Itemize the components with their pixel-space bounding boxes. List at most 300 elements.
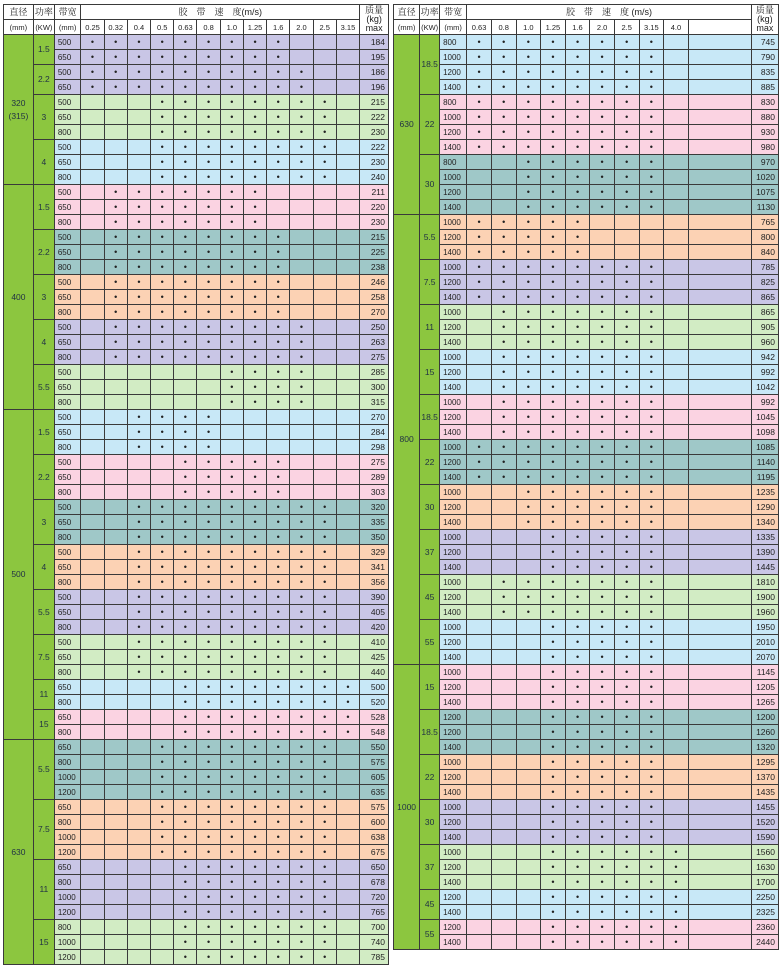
speed-mark-cell bbox=[104, 680, 127, 695]
speed-mark-cell bbox=[336, 635, 359, 650]
speed-mark-cell bbox=[81, 215, 104, 230]
speed-mark-cell: • bbox=[541, 890, 566, 905]
power-cell: 15 bbox=[420, 350, 440, 395]
belt-width-cell: 800 bbox=[54, 350, 81, 365]
speed-mark-cell: • bbox=[220, 650, 243, 665]
speed-mark-cell bbox=[664, 680, 689, 695]
speed-mark-cell: • bbox=[197, 185, 220, 200]
table-row bbox=[4, 305, 389, 320]
speed-mark-cell bbox=[491, 845, 516, 860]
speed-mark-cell bbox=[104, 95, 127, 110]
speed-mark-cell bbox=[664, 320, 689, 335]
speed-mark-cell: • bbox=[267, 890, 290, 905]
speed-mark-cell: • bbox=[614, 935, 639, 950]
speed-mark-cell bbox=[151, 695, 174, 710]
speed-mark-cell bbox=[664, 530, 689, 545]
speed-mark-cell bbox=[243, 440, 266, 455]
mass-cell: 1020 bbox=[751, 170, 778, 185]
speed-mark-cell: • bbox=[541, 920, 566, 935]
speed-mark-cell bbox=[491, 665, 516, 680]
power-cell: 1.5 bbox=[33, 185, 54, 230]
mass-cell: 270 bbox=[360, 410, 389, 425]
table-row bbox=[4, 395, 389, 410]
speed-mark-cell: • bbox=[81, 50, 104, 65]
speed-mark-cell: • bbox=[590, 380, 615, 395]
speed-mark-cell: • bbox=[243, 605, 266, 620]
speed-mark-cell: • bbox=[197, 350, 220, 365]
speed-mark-cell: • bbox=[590, 665, 615, 680]
speed-mark-cell bbox=[336, 305, 359, 320]
speed-mark-cell: • bbox=[127, 665, 150, 680]
speed-mark-cell bbox=[104, 170, 127, 185]
speed-mark-cell: • bbox=[313, 830, 336, 845]
table-row bbox=[394, 740, 779, 755]
speed-mark-cell: • bbox=[313, 740, 336, 755]
speed-mark-cell bbox=[151, 380, 174, 395]
table-row bbox=[4, 815, 389, 830]
speed-mark-cell bbox=[491, 695, 516, 710]
speed-mark-cell bbox=[467, 710, 492, 725]
speed-mark-cell: • bbox=[220, 155, 243, 170]
speed-mark-cell: • bbox=[590, 815, 615, 830]
speed-mark-cell: • bbox=[243, 950, 266, 965]
speed-mark-cell bbox=[467, 350, 492, 365]
speed-mark-cell: • bbox=[590, 305, 615, 320]
speed-mark-cell: • bbox=[541, 290, 566, 305]
speed-mark-cell: • bbox=[313, 155, 336, 170]
belt-width-cell: 1400 bbox=[440, 905, 467, 920]
belt-width-cell: 1200 bbox=[440, 890, 467, 905]
speed-mark-cell bbox=[336, 785, 359, 800]
speed-mark-cell: • bbox=[614, 680, 639, 695]
mass-cell: 303 bbox=[360, 485, 389, 500]
belt-width-cell: 1000 bbox=[54, 830, 81, 845]
speed-mark-cell bbox=[81, 800, 104, 815]
speed-mark-cell: • bbox=[313, 950, 336, 965]
speed-mark-cell: • bbox=[614, 305, 639, 320]
speed-mark-cell: • bbox=[639, 635, 664, 650]
table-row bbox=[394, 185, 779, 200]
speed-mark-cell bbox=[664, 65, 689, 80]
speed-mark-cell: • bbox=[174, 635, 197, 650]
table-row bbox=[4, 920, 389, 935]
speed-mark-cell: • bbox=[220, 605, 243, 620]
mass-cell: 184 bbox=[360, 35, 389, 50]
speed-mark-cell: • bbox=[664, 875, 689, 890]
speed-mark-cell bbox=[81, 605, 104, 620]
speed-mark-cell: • bbox=[639, 290, 664, 305]
speed-mark-cell: • bbox=[313, 500, 336, 515]
speed-mark-cell: • bbox=[220, 50, 243, 65]
speed-mark-cell bbox=[467, 815, 492, 830]
speed-mark-cell: • bbox=[565, 485, 590, 500]
speed-mark-cell: • bbox=[174, 35, 197, 50]
speed-mark-cell bbox=[290, 305, 313, 320]
speed-mark-cell bbox=[664, 290, 689, 305]
table-row bbox=[4, 695, 389, 710]
speed-mark-cell: • bbox=[565, 35, 590, 50]
speed-mark-cell: • bbox=[614, 440, 639, 455]
speed-mark-cell: • bbox=[220, 950, 243, 965]
speed-mark-cell: • bbox=[491, 230, 516, 245]
mass-cell: 1075 bbox=[751, 185, 778, 200]
speed-mark-cell: • bbox=[614, 875, 639, 890]
speed-value: 2.5 bbox=[614, 20, 639, 35]
table-row bbox=[394, 695, 779, 710]
table-row bbox=[394, 200, 779, 215]
speed-mark-cell: • bbox=[313, 845, 336, 860]
speed-mark-cell bbox=[127, 680, 150, 695]
mass-cell: 605 bbox=[360, 770, 389, 785]
speed-mark-cell: • bbox=[336, 710, 359, 725]
speed-mark-cell bbox=[336, 560, 359, 575]
speed-mark-cell: • bbox=[639, 620, 664, 635]
belt-width-cell: 1400 bbox=[440, 290, 467, 305]
speed-mark-cell: • bbox=[541, 800, 566, 815]
speed-mark-cell: • bbox=[614, 35, 639, 50]
speed-mark-cell bbox=[467, 335, 492, 350]
speed-mark-cell: • bbox=[267, 335, 290, 350]
mass-cell: 270 bbox=[360, 305, 389, 320]
speed-mark-cell: • bbox=[541, 395, 566, 410]
speed-mark-cell bbox=[664, 725, 689, 740]
table-row bbox=[4, 155, 389, 170]
speed-mark-cell: • bbox=[614, 770, 639, 785]
table-row bbox=[4, 230, 389, 245]
speed-mark-cell bbox=[220, 410, 243, 425]
speed-mark-cell bbox=[81, 110, 104, 125]
speed-mark-cell: • bbox=[614, 890, 639, 905]
power-cell: 45 bbox=[420, 890, 440, 920]
speed-mark-cell: • bbox=[127, 605, 150, 620]
speed-mark-cell bbox=[127, 860, 150, 875]
speed-mark-cell: • bbox=[174, 500, 197, 515]
speed-mark-cell bbox=[336, 875, 359, 890]
speed-mark-cell bbox=[590, 245, 615, 260]
speed-mark-cell: • bbox=[267, 530, 290, 545]
speed-mark-cell: • bbox=[220, 590, 243, 605]
belt-width-cell: 1000 bbox=[440, 755, 467, 770]
speed-mark-cell: • bbox=[174, 875, 197, 890]
speed-mark-cell: • bbox=[220, 215, 243, 230]
power-cell: 18.5 bbox=[420, 395, 440, 440]
speed-mark-cell: • bbox=[590, 170, 615, 185]
speed-mark-cell bbox=[151, 935, 174, 950]
blank-cell bbox=[688, 350, 751, 365]
speed-mark-cell bbox=[491, 815, 516, 830]
mass-cell: 250 bbox=[360, 320, 389, 335]
blank-cell bbox=[688, 710, 751, 725]
speed-mark-cell: • bbox=[197, 770, 220, 785]
speed-mark-cell bbox=[104, 890, 127, 905]
speed-mark-cell: • bbox=[516, 200, 541, 215]
belt-width-cell: 800 bbox=[54, 395, 81, 410]
speed-mark-cell: • bbox=[243, 545, 266, 560]
speed-mark-cell: • bbox=[541, 275, 566, 290]
speed-mark-cell: • bbox=[243, 290, 266, 305]
blank-cell bbox=[688, 95, 751, 110]
speed-mark-cell bbox=[104, 845, 127, 860]
speed-mark-cell: • bbox=[614, 845, 639, 860]
speed-mark-cell bbox=[336, 650, 359, 665]
mass-cell: 745 bbox=[751, 35, 778, 50]
speed-mark-cell bbox=[467, 650, 492, 665]
speed-mark-cell: • bbox=[197, 755, 220, 770]
speed-mark-cell: • bbox=[565, 710, 590, 725]
speed-mark-cell bbox=[104, 530, 127, 545]
speed-mark-cell: • bbox=[541, 530, 566, 545]
speed-mark-cell: • bbox=[243, 650, 266, 665]
speed-mark-cell: • bbox=[197, 590, 220, 605]
speed-mark-cell bbox=[81, 200, 104, 215]
speed-mark-cell: • bbox=[516, 365, 541, 380]
speed-mark-cell bbox=[104, 740, 127, 755]
speed-mark-cell bbox=[104, 395, 127, 410]
speed-mark-cell: • bbox=[220, 560, 243, 575]
speed-mark-cell: • bbox=[491, 110, 516, 125]
speed-mark-cell bbox=[614, 245, 639, 260]
speed-mark-cell: • bbox=[491, 140, 516, 155]
speed-mark-cell bbox=[516, 875, 541, 890]
speed-mark-cell: • bbox=[267, 125, 290, 140]
speed-value: 2.0 bbox=[590, 20, 615, 35]
speed-mark-cell: • bbox=[639, 380, 664, 395]
speed-mark-cell: • bbox=[104, 305, 127, 320]
speed-mark-cell: • bbox=[267, 140, 290, 155]
speed-mark-cell: • bbox=[243, 785, 266, 800]
speed-mark-cell bbox=[313, 185, 336, 200]
speed-mark-cell: • bbox=[243, 215, 266, 230]
table-row bbox=[394, 380, 779, 395]
mass-cell: 942 bbox=[751, 350, 778, 365]
speed-mark-cell bbox=[467, 425, 492, 440]
speed-mark-cell bbox=[664, 125, 689, 140]
table-row bbox=[4, 50, 389, 65]
speed-mark-cell: • bbox=[614, 590, 639, 605]
speed-mark-cell: • bbox=[590, 800, 615, 815]
speed-mark-cell bbox=[336, 755, 359, 770]
belt-width-cell: 800 bbox=[54, 530, 81, 545]
belt-width-cell: 800 bbox=[54, 665, 81, 680]
speed-mark-cell bbox=[664, 440, 689, 455]
speed-mark-cell bbox=[516, 770, 541, 785]
speed-mark-cell: • bbox=[590, 845, 615, 860]
speed-mark-cell: • bbox=[565, 620, 590, 635]
belt-width-cell: 1200 bbox=[440, 770, 467, 785]
belt-width-cell: 1000 bbox=[440, 575, 467, 590]
speed-mark-cell bbox=[336, 320, 359, 335]
table-row bbox=[4, 740, 389, 755]
blank-cell bbox=[688, 185, 751, 200]
table-row bbox=[394, 905, 779, 920]
speed-mark-cell: • bbox=[127, 410, 150, 425]
speed-mark-cell bbox=[516, 710, 541, 725]
speed-mark-cell: • bbox=[220, 860, 243, 875]
speed-mark-cell: • bbox=[197, 710, 220, 725]
speed-mark-cell: • bbox=[151, 245, 174, 260]
mass-cell: 678 bbox=[360, 875, 389, 890]
table-row bbox=[394, 680, 779, 695]
belt-width-cell: 800 bbox=[54, 755, 81, 770]
speed-mark-cell bbox=[491, 890, 516, 905]
speed-mark-cell bbox=[614, 215, 639, 230]
speed-mark-cell: • bbox=[127, 635, 150, 650]
speed-mark-cell: • bbox=[104, 260, 127, 275]
speed-mark-cell: • bbox=[220, 785, 243, 800]
speed-mark-cell bbox=[313, 380, 336, 395]
speed-mark-cell bbox=[664, 140, 689, 155]
speed-mark-cell bbox=[336, 530, 359, 545]
speed-mark-cell: • bbox=[614, 380, 639, 395]
speed-mark-cell: • bbox=[290, 590, 313, 605]
speed-mark-cell bbox=[127, 155, 150, 170]
speed-mark-cell bbox=[151, 470, 174, 485]
speed-mark-cell: • bbox=[313, 575, 336, 590]
speed-mark-cell bbox=[290, 290, 313, 305]
speed-mark-cell: • bbox=[243, 695, 266, 710]
speed-mark-cell bbox=[467, 890, 492, 905]
mass-cell: 315 bbox=[360, 395, 389, 410]
table-row bbox=[394, 170, 779, 185]
speed-mark-cell: • bbox=[174, 215, 197, 230]
speed-mark-cell bbox=[664, 620, 689, 635]
speed-mark-cell: • bbox=[491, 260, 516, 275]
speed-mark-cell: • bbox=[565, 635, 590, 650]
speed-mark-cell: • bbox=[639, 35, 664, 50]
speed-mark-cell: • bbox=[290, 155, 313, 170]
mass-cell: 1045 bbox=[751, 410, 778, 425]
speed-mark-cell: • bbox=[590, 275, 615, 290]
mass-cell: 2250 bbox=[751, 890, 778, 905]
belt-width-cell: 1400 bbox=[440, 740, 467, 755]
speed-mark-cell: • bbox=[151, 320, 174, 335]
mass-cell: 1435 bbox=[751, 785, 778, 800]
speed-mark-cell: • bbox=[267, 260, 290, 275]
speed-mark-cell: • bbox=[590, 905, 615, 920]
speed-mark-cell: • bbox=[197, 440, 220, 455]
speed-mark-cell: • bbox=[313, 695, 336, 710]
table-row bbox=[394, 125, 779, 140]
speed-mark-cell bbox=[290, 245, 313, 260]
speed-mark-cell bbox=[81, 635, 104, 650]
mass-cell: 329 bbox=[360, 545, 389, 560]
belt-width-cell: 1000 bbox=[440, 305, 467, 320]
speed-mark-cell bbox=[467, 905, 492, 920]
speed-mark-cell: • bbox=[174, 50, 197, 65]
speed-mark-cell bbox=[81, 305, 104, 320]
speed-mark-cell: • bbox=[313, 170, 336, 185]
speed-mark-cell: • bbox=[127, 215, 150, 230]
belt-width-cell: 650 bbox=[54, 860, 81, 875]
speed-value: 0.63 bbox=[174, 20, 197, 35]
speed-mark-cell: • bbox=[565, 770, 590, 785]
speed-mark-cell: • bbox=[491, 365, 516, 380]
speed-mark-cell bbox=[664, 485, 689, 500]
speed-mark-cell: • bbox=[664, 860, 689, 875]
belt-width-cell: 1200 bbox=[440, 920, 467, 935]
speed-mark-cell bbox=[336, 770, 359, 785]
speed-mark-cell: • bbox=[590, 530, 615, 545]
speed-mark-cell bbox=[664, 635, 689, 650]
table-row bbox=[4, 470, 389, 485]
speed-mark-cell: • bbox=[565, 350, 590, 365]
speed-mark-cell bbox=[467, 845, 492, 860]
speed-mark-cell: • bbox=[197, 320, 220, 335]
speed-mark-cell: • bbox=[151, 560, 174, 575]
speed-mark-cell: • bbox=[267, 290, 290, 305]
speed-mark-cell: • bbox=[174, 320, 197, 335]
speed-mark-cell: • bbox=[174, 200, 197, 215]
speed-mark-cell: • bbox=[197, 725, 220, 740]
mass-cell: 275 bbox=[360, 455, 389, 470]
speed-mark-cell bbox=[336, 485, 359, 500]
speed-mark-cell: • bbox=[197, 470, 220, 485]
speed-mark-cell bbox=[81, 500, 104, 515]
table-row bbox=[394, 320, 779, 335]
speed-mark-cell bbox=[664, 305, 689, 320]
speed-mark-cell bbox=[127, 740, 150, 755]
speed-mark-cell bbox=[467, 500, 492, 515]
speed-mark-cell bbox=[467, 410, 492, 425]
width-unit: (mm) bbox=[440, 20, 467, 35]
speed-mark-cell: • bbox=[590, 650, 615, 665]
speed-mark-cell bbox=[81, 695, 104, 710]
speed-mark-cell: • bbox=[220, 935, 243, 950]
speed-mark-cell: • bbox=[565, 875, 590, 890]
speed-mark-cell: • bbox=[127, 350, 150, 365]
speed-mark-cell: • bbox=[565, 260, 590, 275]
speed-mark-cell bbox=[491, 935, 516, 950]
speed-mark-cell bbox=[104, 830, 127, 845]
speed-mark-cell: • bbox=[267, 695, 290, 710]
belt-width-cell: 1200 bbox=[440, 545, 467, 560]
speed-mark-cell bbox=[81, 935, 104, 950]
speed-mark-cell: • bbox=[590, 680, 615, 695]
speed-mark-cell: • bbox=[220, 905, 243, 920]
table-row bbox=[4, 425, 389, 440]
speed-mark-cell: • bbox=[639, 860, 664, 875]
mass-header bbox=[360, 5, 389, 35]
table-row bbox=[394, 485, 779, 500]
belt-width-cell: 500 bbox=[54, 365, 81, 380]
speed-mark-cell: • bbox=[290, 785, 313, 800]
table-row bbox=[4, 350, 389, 365]
speed-mark-cell bbox=[104, 710, 127, 725]
speed-mark-cell bbox=[491, 530, 516, 545]
speed-mark-cell: • bbox=[516, 80, 541, 95]
speed-value: 1.0 bbox=[220, 20, 243, 35]
speed-mark-cell: • bbox=[614, 425, 639, 440]
mass-cell: 230 bbox=[360, 155, 389, 170]
table-row bbox=[4, 140, 389, 155]
speed-mark-cell: • bbox=[639, 560, 664, 575]
speed-mark-cell bbox=[664, 785, 689, 800]
speed-mark-cell: • bbox=[174, 545, 197, 560]
diameter-header: 直径 bbox=[394, 5, 420, 20]
belt-width-cell: 1200 bbox=[440, 500, 467, 515]
speed-mark-cell: • bbox=[516, 185, 541, 200]
speed-mark-cell: • bbox=[220, 335, 243, 350]
speed-mark-cell: • bbox=[491, 125, 516, 140]
belt-width-cell: 500 bbox=[54, 455, 81, 470]
blank-cell bbox=[688, 905, 751, 920]
speed-mark-cell bbox=[81, 185, 104, 200]
speed-mark-cell bbox=[467, 380, 492, 395]
speed-mark-cell bbox=[104, 575, 127, 590]
speed-mark-cell bbox=[81, 275, 104, 290]
belt-width-cell: 800 bbox=[54, 170, 81, 185]
speed-mark-cell bbox=[467, 485, 492, 500]
